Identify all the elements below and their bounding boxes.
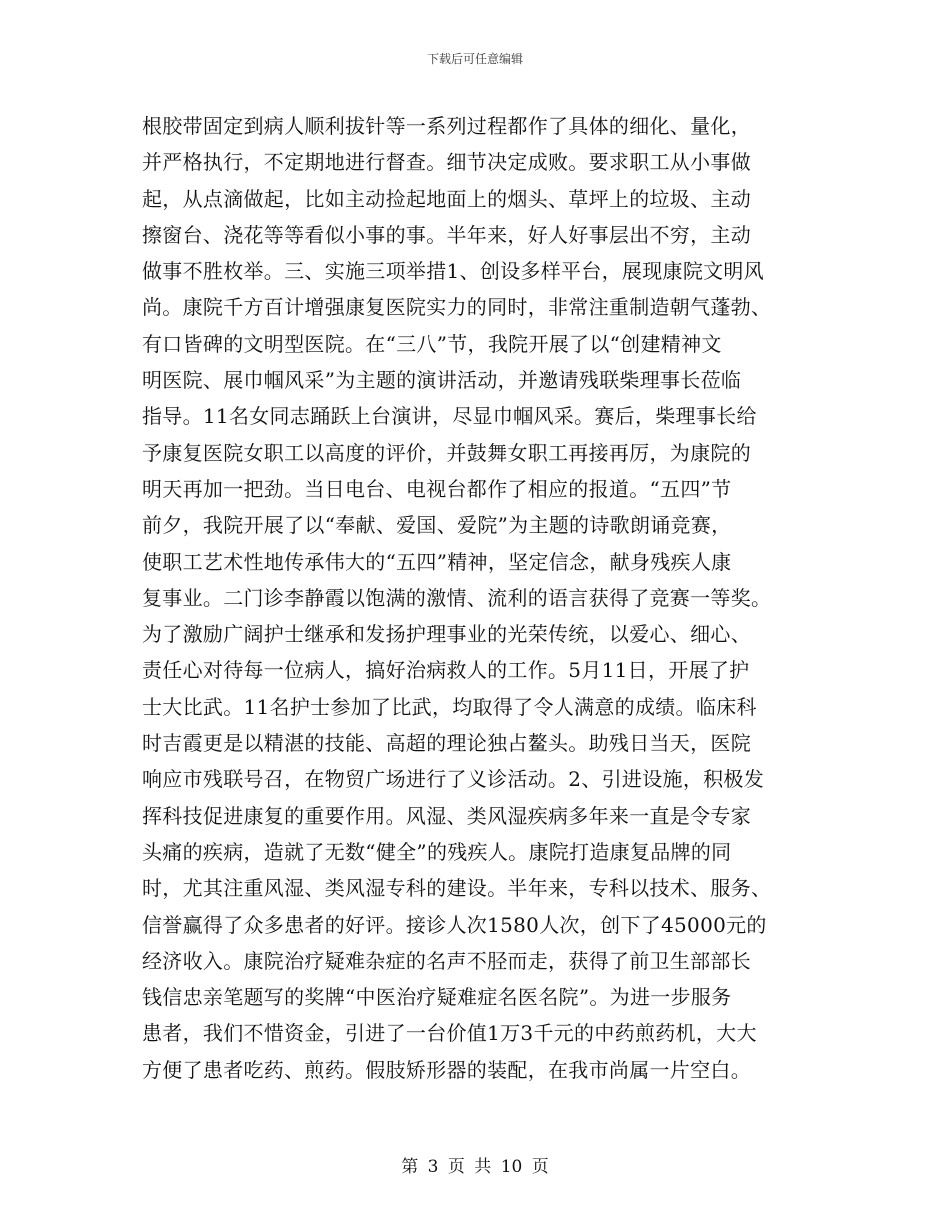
body-line: 为了激励广阔护士继承和发扬护理事业的光荣传统，以爱心、细心、 — [142, 622, 751, 647]
body-line: 时吉霞更是以精湛的技能、高超的理论独占鳌头。助残日当天，医院 — [142, 731, 751, 756]
body-line: 前夕，我院开展了以“奉献、爱国、爱院”为主题的诗歌朗诵竞赛， — [142, 513, 732, 538]
document-body — [142, 108, 842, 1088]
body-line: 患者，我们不惜资金，引进了一台价值1万3千元的中药煎药机，大大 — [142, 1021, 757, 1046]
body-line: 士大比武。11名护士参加了比武，均取得了令人满意的成绩。临床科 — [142, 694, 757, 719]
body-line: 响应市残联号召，在物贸广场进行了义诊活动。2、引进设施，积极发 — [142, 767, 765, 792]
body-line: 并严格执行，不定期地进行督查。细节决定成败。要求职工从小事做 — [142, 150, 751, 175]
page-number-footer: 第 3 页 共 10 页 — [401, 1157, 549, 1177]
body-line: 经济收入。康院治疗疑难杂症的名声不胫而走，获得了前卫生部部长 — [142, 948, 751, 973]
body-line: 尚。康院千方百计增强康复医院实力的同时，非常注重制造朝气蓬勃、 — [142, 295, 772, 320]
body-line: 复事业。二门诊李静霞以饱满的激情、流利的语言获得了竞赛一等奖。 — [142, 585, 772, 610]
body-line: 钱信忠亲笔题写的奖牌“中医治疗疑难症名医名院”。为进一步服务 — [142, 985, 732, 1010]
body-line: 根胶带固定到病人顺利拔针等一系列过程都作了具体的细化、量化， — [142, 114, 751, 138]
body-line: 有口皆碑的文明型医院。在“三八”节，我院开展了以“创建精神文 — [142, 331, 722, 356]
body-line: 信誉赢得了众多患者的好评。接诊人次1580人次，创下了45000元的 — [142, 912, 767, 937]
page-header: 下载后可任意编辑 — [426, 52, 523, 66]
body-line: 时，尤其注重风湿、类风湿专科的建设。半年来，专科以技术、服务、 — [142, 876, 772, 901]
body-line: 明医院、展巾帼风采”为主题的演讲活动，并邀请残联柴理事长莅临 — [142, 368, 742, 393]
body-line: 责任心对待每一位病人，搞好治病救人的工作。5月11日，开展了护 — [142, 658, 750, 683]
body-line: 头痛的疾病，造就了无数“健全”的残疾人。康院打造康复品牌的同 — [142, 839, 732, 864]
body-line: 擦窗台、浇花等等看似小事的事。半年来，好人好事层出不穷，主动 — [142, 222, 751, 247]
body-line: 方便了患者吃药、煎药。假肢矫形器的装配，在我市尚属一片空白。 — [142, 1057, 751, 1082]
body-line: 起，从点滴做起，比如主动捡起地面上的烟头、草坪上的垃圾、主动 — [142, 186, 751, 211]
body-line: 挥科技促进康复的重要作用。风湿、类风湿疾病多年来一直是令专家 — [142, 803, 751, 828]
body-line: 做事不胜枚举。三、实施三项举措1、创设多样平台，展现康院文明风 — [142, 259, 765, 284]
body-line: 予康复医院女职工以高度的评价，并鼓舞女职工再接再厉，为康院的 — [142, 440, 751, 465]
body-line: 明天再加一把劲。当日电台、电视台都作了相应的报道。“五四”节 — [142, 476, 732, 501]
body-line: 指导。11名女同志踊跃上台演讲，尽显巾帼风采。赛后，柴理事长给 — [142, 404, 757, 429]
body-line: 使职工艺术性地传承伟大的“五四”精神，坚定信念，献身残疾人康 — [142, 549, 732, 574]
